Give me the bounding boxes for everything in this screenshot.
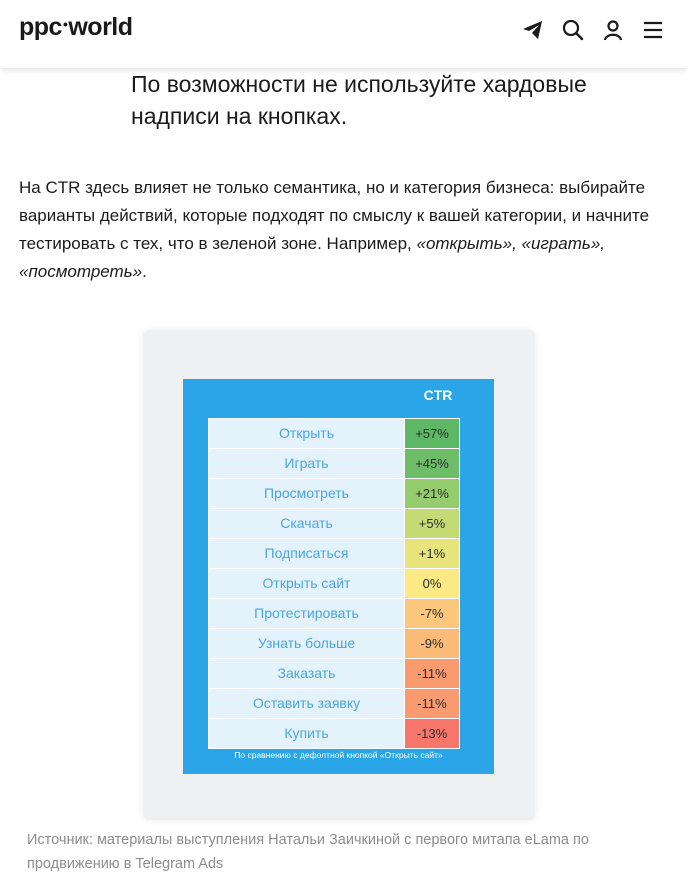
row-label: Открыть [209,419,405,448]
table-footnote: По сравнению с дефолтной кнопкой «Открыть сайт» [234,750,443,760]
logo-text-right: world [68,13,133,41]
row-ctr-value: -13% [405,719,459,748]
row-ctr-value: -11% [405,689,459,718]
ppc-world-logo[interactable] [19,13,133,42]
telegram-icon[interactable] [520,17,546,43]
logo-dot: • [62,16,68,32]
header-icons [520,17,666,43]
row-ctr-value: -11% [405,659,459,688]
paragraph-text: На CTR здесь влияет не только семантика, но и категория бизнеса: выбирайте варианты действий, которые подходят по смыслу к вашей категории, и начните тестировать с тех, что в зеленой зоне. Например, [19,178,650,253]
table-row [209,419,459,449]
row-label: Играть [209,449,405,478]
search-icon[interactable] [560,17,586,43]
image-source-caption: Источник: материалы выступления Натальи Заичкиной с первого митапа eLama по продвижению в Telegram Ads [27,832,589,872]
paragraph-examples: «открыть», «играть», «посмотреть» [19,234,606,281]
row-label: Подписаться [209,539,405,568]
ctr-table [208,418,460,749]
table-row [209,509,459,539]
table-row [209,569,459,599]
row-ctr-value: -9% [405,629,459,658]
table-row [209,659,459,689]
row-ctr-value: -7% [405,599,459,628]
table-row [209,479,459,509]
table-row [209,599,459,629]
row-ctr-value: +5% [405,509,459,538]
row-label: Оставить заявку [209,689,405,718]
row-label: Протестировать [209,599,405,628]
row-ctr-value: +57% [405,419,459,448]
user-icon[interactable] [600,17,626,43]
table-row [209,719,459,748]
article-paragraph [19,174,669,286]
row-label: Скачать [209,509,405,538]
row-label: Купить [209,719,405,748]
table-row [209,449,459,479]
row-label: Заказать [209,659,405,688]
row-ctr-value: +1% [405,539,459,568]
row-label: Просмотреть [209,479,405,508]
table-row [209,539,459,569]
article-subtitle: По возможности не используйте хардовые надписи на кнопках. [131,71,587,129]
ctr-table-panel [183,379,494,774]
row-label: Открыть сайт [209,569,405,598]
row-ctr-value: +21% [405,479,459,508]
logo-text-left: ppc [19,13,62,41]
row-label: Узнать больше [209,629,405,658]
paragraph-end: . [142,262,147,281]
menu-icon[interactable] [640,17,666,43]
table-row [209,629,459,659]
image-card [143,330,535,820]
site-header [0,0,688,68]
table-row [209,689,459,719]
ctr-column-header: CTR [423,387,453,403]
row-ctr-value: 0% [405,569,459,598]
row-ctr-value: +45% [405,449,459,478]
